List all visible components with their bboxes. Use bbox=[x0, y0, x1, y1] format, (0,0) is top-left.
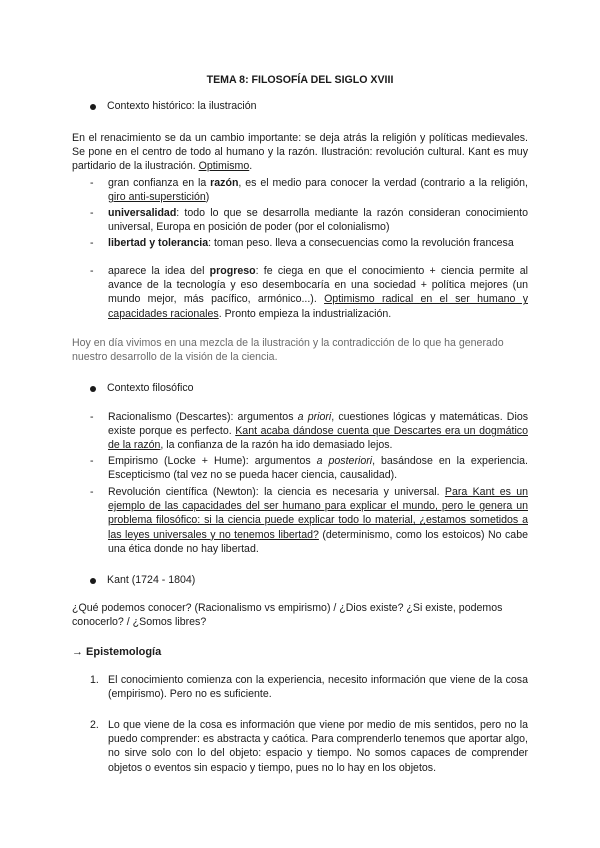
intro-paragraph: En el renacimiento se da un cambio importante: se deja atrás la religión y políticas medievales. Se pone en el centro de todo al humano y la razón. Ilustración: revolución cultural. Kant es muy partidario de la ilustración. Optimismo. bbox=[72, 132, 528, 173]
item-text: , la confianza de la razón ha ido demasiado lejos. bbox=[160, 439, 393, 452]
dash-marker: - bbox=[90, 177, 94, 189]
bullet-dot bbox=[90, 386, 96, 392]
item-text: , es el medio para conocer la verdad (contrario a la religión, bbox=[238, 177, 528, 189]
list-number: 1. bbox=[90, 674, 99, 686]
item-bold: razón bbox=[210, 177, 239, 189]
item-text: . Pronto empieza la industrialización. bbox=[218, 307, 392, 320]
item-text: : fe ciega en que el conocimiento + ciencia permite al avance de la tecnología y eso desembocaría en una sociedad + política mejores (un mundo mejor, más pacífico, armónico...). bbox=[108, 265, 528, 306]
optimismo-underlined: Optimismo bbox=[198, 160, 250, 173]
list-item bbox=[108, 264, 528, 321]
intro-text: En el renacimiento se da un cambio importante: se deja atrás la religión y políticas medievales. Se pone en el centro de todo al humano y la razón. Ilustración: revolución cultural. Kant es muy partidario de la ilustración. bbox=[72, 132, 528, 173]
bullet-text: Contexto histórico: la ilustración bbox=[107, 100, 257, 112]
questions-paragraph: ¿Qué podemos conocer? (Racionalismo vs empirismo) / ¿Dios existe? ¿Si existe, podemos conocerlo? / ¿Somos libres? bbox=[72, 602, 503, 629]
item-italic: a posteriori bbox=[316, 455, 373, 467]
item-text: (determinismo, como los estoicos) No cabe una ética donde no hay libertad. bbox=[108, 528, 528, 555]
item-text: Empirismo (Locke + Hume): argumentos bbox=[108, 455, 317, 467]
dash-marker: - bbox=[90, 411, 94, 423]
list-item bbox=[108, 206, 528, 234]
list-number: 2. bbox=[90, 719, 99, 731]
item-text: : toman peso. lleva a consecuencias como la revolución francesa bbox=[208, 237, 514, 249]
bullet-text: Contexto filosófico bbox=[107, 382, 194, 394]
item-text: , basándose en la experiencia. Escepticismo (tal vez no se pueda hacer ciencia, causalidad). bbox=[108, 455, 528, 482]
dash-marker: - bbox=[90, 207, 94, 219]
item-underlined: Optimismo radical en el ser humano y capacidades racionales bbox=[108, 293, 528, 320]
numbered-item: Lo que viene de la cosa es información que viene por medio de mis sentidos, pero no la puedo comprender: es abstracta y caótica. Para comprenderlo tenemos que aportar algo, no sirve solo con lo del objeto: espacio y tiempo. No somos capaces de comprender objetos o eventos sin espacio y tiempo, pues no lo hay en los objetos. bbox=[108, 719, 528, 774]
item-underlined: Kant acaba dándose cuenta que Descartes era un dogmático de la razón bbox=[108, 425, 528, 452]
item-text: Revolución científica (Newton): la ciencia es necesaria y universal. bbox=[108, 486, 445, 498]
item-italic: a priori bbox=[297, 411, 332, 423]
list-item bbox=[108, 454, 528, 482]
gray-note: Hoy en día vivimos en una mezcla de la ilustración y la contradicción de lo que ha generado nuestro desarrollo de la visión de la ciencia. bbox=[72, 337, 504, 364]
item-bold: universalidad bbox=[108, 207, 177, 219]
list-item bbox=[108, 176, 528, 204]
section-heading-epistemologia: → Epistemología bbox=[72, 646, 162, 658]
page-title: TEMA 8: FILOSOFÍA DEL SIGLO XVIII bbox=[206, 74, 394, 86]
item-text: , cuestiones lógicas y matemáticas. Dios existe porque es perfecto. bbox=[108, 411, 529, 438]
dash-marker: - bbox=[90, 237, 94, 249]
numbered-item: El conocimiento comienza con la experiencia, necesito información que viene de la cosa (empirismo). Pero no es suficiente. bbox=[108, 674, 528, 701]
bullet-text: Kant (1724 - 1804) bbox=[107, 574, 196, 586]
bullet-dot bbox=[90, 578, 96, 584]
item-bold: progreso bbox=[209, 265, 256, 277]
item-text: ) bbox=[205, 191, 210, 204]
dash-marker: - bbox=[90, 265, 94, 277]
dash-marker: - bbox=[90, 455, 94, 467]
item-text: Racionalismo (Descartes): argumentos bbox=[108, 411, 298, 423]
item-bold: libertad y tolerancia bbox=[108, 237, 209, 249]
list-item bbox=[108, 485, 528, 556]
dash-marker: - bbox=[90, 486, 94, 498]
list-item bbox=[108, 236, 528, 250]
item-underlined: Para Kant es un ejemplo de las capacidades del ser humano para explicar el mundo, pero le genera un problema filosófico: si la ciencia puede explicar todo lo material, ¿estamos sometidos a las leyes universales y no tenemos libertad? bbox=[108, 486, 528, 541]
item-text: aparece la idea del bbox=[108, 265, 210, 277]
item-text: : todo lo que se desarrolla mediante la razón consideran conocimiento universal, Europa en posición de poder (por el colonialismo) bbox=[108, 207, 528, 234]
bullet-dot bbox=[90, 104, 96, 110]
list-item bbox=[108, 410, 528, 453]
item-text: gran confianza en la bbox=[108, 177, 211, 189]
item-underlined: giro anti-superstición bbox=[108, 191, 206, 204]
